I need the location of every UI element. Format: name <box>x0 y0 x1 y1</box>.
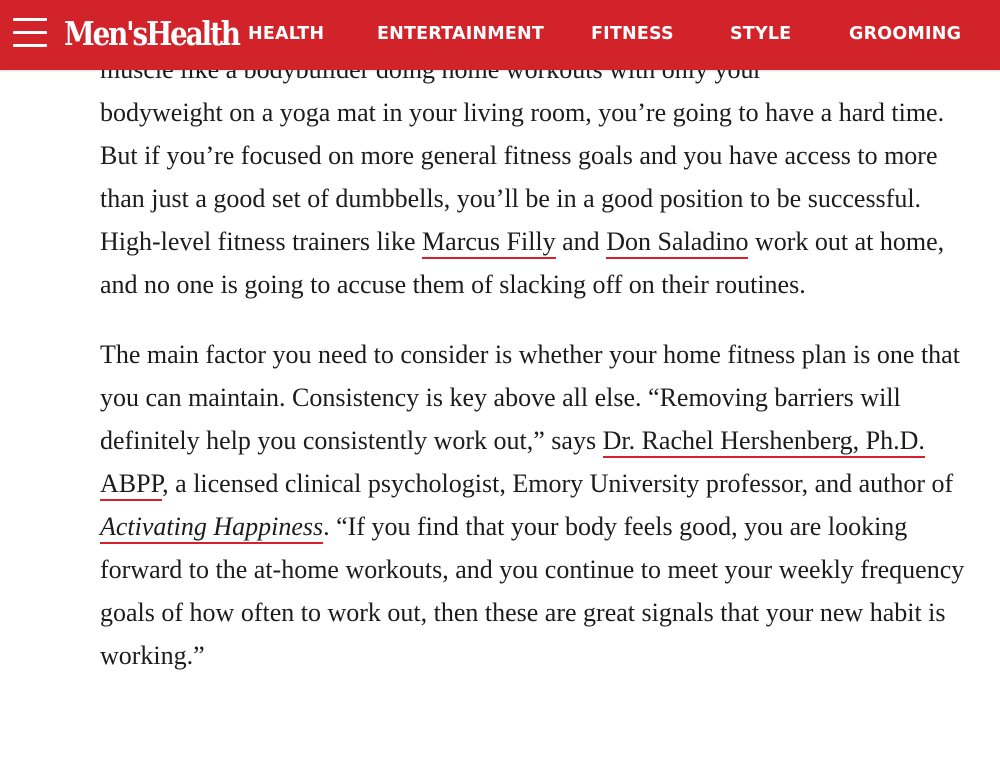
paragraph-text: and <box>555 227 607 256</box>
site-header <box>0 0 1000 70</box>
nav-item-entertainment[interactable]: ENTERTAINMENT <box>377 24 545 44</box>
nav-item-style[interactable]: STYLE <box>730 24 792 44</box>
link-don-saladino[interactable]: Don Saladino <box>606 227 748 259</box>
link-marcus-filly[interactable]: Marcus Filly <box>422 227 556 259</box>
menu-bar-middle <box>13 31 47 34</box>
site-logo[interactable]: Men'sHealth <box>64 14 239 53</box>
paragraph-text: work out at home, and no one is going to accuse them of slacking off on their routines. <box>100 227 945 299</box>
nav-item-grooming[interactable]: GROOMING <box>849 24 962 44</box>
article-body <box>100 48 970 677</box>
nav-item-fitness[interactable]: FITNESS <box>591 24 674 44</box>
paragraph-text: bodyweight on a yoga mat in your living room, you’re going to have a hard time. But if you’re focused on more general fitness goals and you have access to more than just a good set of dumbbells, you’ll be in a good position to be successful. High-level fitness trainers like <box>100 98 945 256</box>
link-activating-happiness[interactable] <box>100 512 323 544</box>
paragraph-text: The main factor you need to consider is whether your home fitness plan is one that you can maintain. Consistency is key above all else. “Removing barriers will definitely help you consistently work out,” says <box>100 340 960 455</box>
book-title: Activating Happiness <box>100 512 324 541</box>
link-rachel-hershenberg[interactable]: Dr. Rachel Hershenberg, Ph.D. ABPP <box>100 426 925 501</box>
nav-item-health[interactable]: HEALTH <box>248 24 325 44</box>
menu-bar-top <box>13 18 47 21</box>
menu-bar-bottom <box>13 44 47 47</box>
paragraph-text: . “If you find that your body feels good, you are looking forward to the at-home workouts, and you continue to meet your weekly frequency goals of how often to work out, then these are great signals that your new habit is working.” <box>100 512 965 670</box>
article-paragraph-1 <box>100 48 970 306</box>
article-paragraph-2 <box>100 333 970 677</box>
paragraph-text: , a licensed clinical psychologist, Emory University professor, and author of <box>162 469 954 498</box>
hamburger-menu-icon[interactable] <box>13 18 47 48</box>
